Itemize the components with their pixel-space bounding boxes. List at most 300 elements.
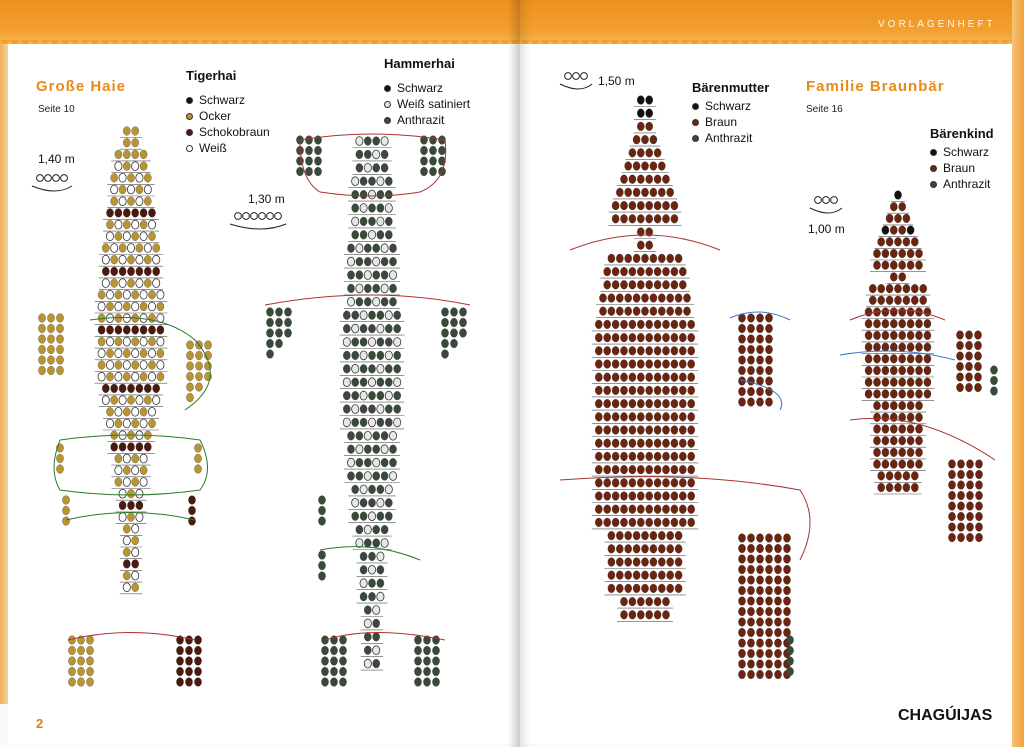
bead [747,597,754,606]
bead [957,470,964,479]
bead [641,188,648,197]
bead [899,378,906,387]
bead [873,425,880,434]
bead [394,391,401,400]
bead [765,576,772,585]
legend-label: Braun [943,161,976,175]
bead [756,670,763,679]
bead [185,646,192,655]
bead [157,361,164,370]
bead [786,657,793,666]
bead [641,584,648,593]
bead [364,150,371,159]
bead [878,296,885,305]
bead [77,646,84,655]
bead [368,351,375,360]
bead [176,646,183,655]
bead [756,398,763,407]
bead [115,454,122,463]
bead [679,452,686,461]
bead [899,366,906,375]
legend-label: Weiß satiniert [397,97,471,111]
bead [153,384,160,393]
bead [899,308,906,317]
bead [629,452,636,461]
bead [381,431,388,440]
bead [604,320,611,329]
bead [738,670,745,679]
bead [381,284,388,293]
bead [662,333,669,342]
bead [915,425,922,434]
bead [747,356,754,365]
bead [625,584,632,593]
bead [654,426,661,435]
bead [612,280,619,289]
bead [368,592,375,601]
bead [920,296,927,305]
bead [915,249,922,258]
bead [890,378,897,387]
bead [612,478,619,487]
bead [671,280,678,289]
bead [86,678,93,687]
bead [637,478,644,487]
bead [612,518,619,527]
bead [360,418,367,427]
bead [965,331,972,340]
bead [381,458,388,467]
bead [957,533,964,542]
bead [629,399,636,408]
bead [633,162,640,171]
bead [381,297,388,306]
bead [595,478,602,487]
bead [423,678,430,687]
bead [153,255,160,264]
bead [185,667,192,676]
bead [765,628,772,637]
bead [123,466,130,475]
bead [658,162,665,171]
bead [688,333,695,342]
bead [957,460,964,469]
bead [890,273,897,282]
bead [330,667,337,676]
bead [890,331,897,340]
bead [675,294,682,303]
bead [786,667,793,676]
bead-icon [186,129,193,136]
bead [595,333,602,342]
bead [148,349,155,358]
bead [650,294,657,303]
bead [360,391,367,400]
bead [595,452,602,461]
bead [679,360,686,369]
bead [360,498,367,507]
bead [194,667,201,676]
bead [123,349,130,358]
bead [176,657,183,666]
bead [305,136,312,145]
bead [385,338,392,347]
bead [608,584,615,593]
legend-item [186,140,270,156]
bead [774,628,781,637]
bead [389,284,396,293]
bead [604,452,611,461]
bead [186,362,193,371]
bead [364,458,371,467]
bead [352,351,359,360]
bead [136,279,143,288]
bead [377,364,384,373]
bead [144,396,151,405]
bead [432,667,439,676]
bead [890,261,897,270]
bead [373,619,380,628]
bead [894,214,901,223]
bead [675,531,682,540]
bead [747,565,754,574]
bead [957,512,964,521]
bead [140,372,147,381]
bead [637,320,644,329]
bead [38,366,45,375]
bead [620,505,627,514]
bead [890,202,897,211]
bead [747,555,754,564]
bead [68,678,75,687]
bead [620,175,627,184]
bead [637,505,644,514]
bead [47,366,54,375]
bead [115,466,122,475]
bead [144,255,151,264]
bead [625,531,632,540]
bead [194,454,201,463]
bead [47,314,54,323]
bead [662,492,669,501]
bead [907,226,914,235]
bead [890,460,897,469]
bead [629,426,636,435]
bead [637,373,644,382]
length-glyph [573,73,580,80]
bead [356,150,363,159]
baerenkind-legend [930,144,990,192]
bead [894,483,901,492]
bead [899,249,906,258]
bead [747,387,754,396]
bead [975,491,982,500]
bead [637,426,644,435]
bead [671,478,678,487]
bead [882,249,889,258]
legend-label: Schwarz [397,81,444,95]
bead [389,297,396,306]
bead [119,513,126,522]
bead [148,220,155,229]
bead [671,201,678,210]
bead [616,294,623,303]
bead [394,378,401,387]
bead [646,201,653,210]
bead [654,175,661,184]
bead [604,412,611,421]
bead [667,531,674,540]
bead [747,670,754,679]
bead [608,558,615,567]
bead [924,343,931,352]
bead [195,383,202,392]
bead [115,302,122,311]
bead [106,220,113,229]
bead [756,628,763,637]
bead [136,197,143,206]
bead [667,544,674,553]
bead [373,606,380,615]
bead [882,460,889,469]
bead [966,533,973,542]
bead [144,384,151,393]
bead [662,452,669,461]
bead [377,498,384,507]
bead [153,244,160,253]
bead [907,413,914,422]
bead [188,506,195,515]
bead [658,544,665,553]
bead [389,472,396,481]
bead [127,185,134,194]
bead [637,610,644,619]
bead [873,366,880,375]
bead [869,284,876,293]
bead [911,296,918,305]
bead [646,373,653,382]
bead [658,531,665,540]
bead [305,146,312,155]
bead [115,162,122,171]
bead [608,294,615,303]
bead [907,390,914,399]
bead [654,465,661,474]
bead [633,531,640,540]
bead [604,333,611,342]
bead [194,657,201,666]
bead [894,296,901,305]
bead [654,505,661,514]
bead [907,401,914,410]
bead [637,333,644,342]
bead [595,518,602,527]
bead [974,352,981,361]
bead [965,341,972,350]
bead [633,571,640,580]
bead [62,517,69,526]
bead [783,607,790,616]
bead [671,412,678,421]
bead [47,335,54,344]
bead [612,412,619,421]
bead [948,533,955,542]
bead [882,261,889,270]
legend-item [186,92,270,108]
bead [604,386,611,395]
bead [924,319,931,328]
bead [637,96,644,105]
bead [377,485,384,494]
bead [957,491,964,500]
bead [343,418,350,427]
bead [612,360,619,369]
bead [882,343,889,352]
bead [756,314,763,323]
bead [667,254,674,263]
bead [115,361,122,370]
bead [650,307,657,316]
bead [948,491,955,500]
bead [975,470,982,479]
bead [119,185,126,194]
bead [368,378,375,387]
bead [646,320,653,329]
bead [56,345,63,354]
bead [186,351,193,360]
bead [432,678,439,687]
bead [352,485,359,494]
legend-item [930,144,990,160]
bead [106,372,113,381]
bead [765,314,772,323]
bead [675,584,682,593]
bead [646,518,653,527]
bead [774,660,781,669]
bead [377,177,384,186]
bead [115,337,122,346]
bead [671,214,678,223]
bead [102,255,109,264]
bead [641,307,648,316]
bead [747,660,754,669]
bead [377,552,384,561]
bead [646,399,653,408]
bead [148,302,155,311]
bead [620,201,627,210]
bead [886,214,893,223]
bead [98,349,105,358]
bead [612,267,619,276]
bead [62,496,69,505]
bead [136,173,143,182]
bead [633,188,640,197]
bead [385,378,392,387]
bead [389,445,396,454]
bead [132,466,139,475]
bead [381,525,388,534]
bead [148,290,155,299]
bead [620,346,627,355]
length-glyph [581,73,588,80]
bead [185,636,192,645]
legend-item [384,112,470,128]
bead [123,162,130,171]
bead [330,646,337,655]
bead [650,544,657,553]
bead [637,412,644,421]
bead [612,373,619,382]
bead [153,279,160,288]
bead [616,188,623,197]
bead [106,302,113,311]
bead [957,502,964,511]
bead [625,294,632,303]
bead [176,678,183,687]
bead [368,391,375,400]
bead [679,492,686,501]
bead [364,257,371,266]
bead [373,297,380,306]
wire-path [560,84,592,89]
bead [948,470,955,479]
bead [140,326,147,335]
bead [373,284,380,293]
bead [441,339,448,348]
bead [450,329,457,338]
bead [441,318,448,327]
bead [420,167,427,176]
bead [115,407,122,416]
bead [188,517,195,526]
tigerhai-legend [186,92,270,156]
bead [144,244,151,253]
bead [620,214,627,223]
bead [343,351,350,360]
bead [364,659,371,668]
bead [275,308,282,317]
bead-icon [692,103,699,110]
bead [629,346,636,355]
bead [688,492,695,501]
bead [646,492,653,501]
page-number: 2 [36,716,44,731]
bead [747,324,754,333]
bead [899,331,906,340]
bead [394,324,401,333]
bead [595,465,602,474]
bead [381,137,388,146]
bead [620,518,627,527]
bead [646,597,653,606]
bead [608,531,615,540]
bead [679,465,686,474]
bead [975,460,982,469]
bead [756,534,763,543]
bead [654,148,661,157]
bead [266,339,273,348]
bead [123,407,130,416]
bead [765,366,772,375]
bead [123,314,130,323]
bead [47,356,54,365]
bead [637,439,644,448]
bead [157,290,164,299]
bead [136,384,143,393]
bead [990,376,997,385]
bead [459,318,466,327]
bead [620,280,627,289]
